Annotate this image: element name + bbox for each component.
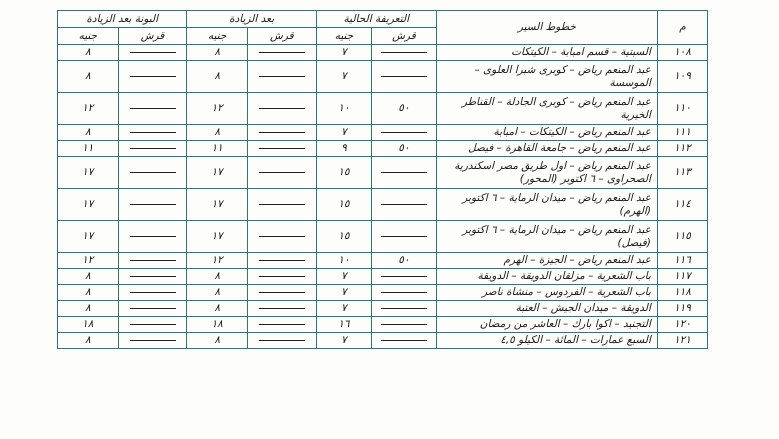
pass-pound: ٨ [58, 285, 119, 301]
empty-dash [130, 292, 176, 293]
table-row [58, 285, 708, 301]
current-pound: ٧ [316, 301, 371, 317]
row-number: ١١٧ [657, 269, 707, 285]
current-piaster [372, 125, 437, 141]
empty-dash [259, 324, 305, 325]
route-name: السبع عمارات – المائة – الكيلو ٤,٥ [436, 333, 657, 349]
after-piaster [247, 333, 316, 349]
empty-dash [259, 308, 305, 309]
pass-pound: ٨ [58, 61, 119, 93]
after-pound: ٨ [187, 285, 248, 301]
route-name: عبد المنعم رياض – جامعة القاهرة – فيصل [436, 141, 657, 157]
after-pound: ١٢ [187, 253, 248, 269]
current-piaster [372, 45, 437, 61]
current-pound: ١٦ [316, 317, 371, 333]
pass-piaster [118, 45, 187, 61]
pass-pound: ٨ [58, 269, 119, 285]
current-piaster [372, 285, 437, 301]
empty-dash [259, 148, 305, 149]
route-name: الدويقة – ميدان الجيش – العتبة [436, 301, 657, 317]
row-number: ١٢٠ [657, 317, 707, 333]
table-row [58, 93, 708, 125]
empty-dash [130, 260, 176, 261]
table-row [58, 157, 708, 189]
after-pound: ١١ [187, 141, 248, 157]
header-route: خطوط السير [436, 11, 657, 45]
pass-piaster [118, 141, 187, 157]
empty-dash [381, 324, 427, 325]
empty-dash [381, 276, 427, 277]
fare-table-sheet [57, 10, 708, 370]
after-piaster [247, 317, 316, 333]
empty-dash [259, 340, 305, 341]
empty-dash [259, 132, 305, 133]
empty-dash [381, 132, 427, 133]
current-piaster [372, 189, 437, 221]
route-name: باب الشعرية – مزلقان الدويقة – الدويقة [436, 269, 657, 285]
current-pound: ٧ [316, 125, 371, 141]
pass-piaster [118, 221, 187, 253]
current-piaster [372, 301, 437, 317]
after-piaster [247, 61, 316, 93]
subheader-pound: جنيه [316, 28, 371, 45]
table-row [58, 333, 708, 349]
after-pound: ١٧ [187, 221, 248, 253]
after-pound: ١٧ [187, 189, 248, 221]
pass-piaster [118, 125, 187, 141]
pass-piaster [118, 269, 187, 285]
pass-piaster [118, 317, 187, 333]
current-piaster: ٥٠ [372, 253, 437, 269]
pass-piaster [118, 333, 187, 349]
current-pound: ١٥ [316, 221, 371, 253]
current-piaster [372, 221, 437, 253]
current-pound: ١٥ [316, 189, 371, 221]
row-number: ١١١ [657, 125, 707, 141]
fare-table-body [58, 45, 708, 349]
table-row [58, 61, 708, 93]
empty-dash [130, 308, 176, 309]
current-pound: ١٥ [316, 157, 371, 189]
empty-dash [130, 52, 176, 53]
after-piaster [247, 301, 316, 317]
empty-dash [130, 276, 176, 277]
current-pound: ١٠ [316, 253, 371, 269]
subheader-piaster: قرش [372, 28, 437, 45]
subheader-pound: جنيه [187, 28, 248, 45]
empty-dash [130, 324, 176, 325]
pass-pound: ١٧ [58, 221, 119, 253]
after-pound: ٨ [187, 269, 248, 285]
empty-dash [259, 292, 305, 293]
row-number: ١٠٩ [657, 61, 707, 93]
empty-dash [130, 340, 176, 341]
current-piaster [372, 269, 437, 285]
fare-table [57, 10, 708, 349]
row-number: ١١٥ [657, 221, 707, 253]
after-piaster [247, 285, 316, 301]
empty-dash [381, 76, 427, 77]
current-pound: ٧ [316, 269, 371, 285]
pass-pound: ٨ [58, 333, 119, 349]
empty-dash [130, 108, 176, 109]
row-number: ١١٣ [657, 157, 707, 189]
pass-piaster [118, 61, 187, 93]
pass-piaster [118, 189, 187, 221]
empty-dash [259, 236, 305, 237]
empty-dash [259, 108, 305, 109]
row-number: ١٢١ [657, 333, 707, 349]
empty-dash [130, 132, 176, 133]
table-row [58, 317, 708, 333]
after-pound: ٨ [187, 125, 248, 141]
empty-dash [259, 204, 305, 205]
empty-dash [381, 236, 427, 237]
route-name: باب الشعرية – الفردوس – منشاة ناصر [436, 285, 657, 301]
empty-dash [381, 172, 427, 173]
current-pound: ٩ [316, 141, 371, 157]
row-number: ١١٩ [657, 301, 707, 317]
empty-dash [130, 76, 176, 77]
pass-piaster [118, 157, 187, 189]
after-pound: ٨ [187, 61, 248, 93]
table-row [58, 141, 708, 157]
empty-dash [259, 260, 305, 261]
pass-piaster [118, 285, 187, 301]
empty-dash [381, 308, 427, 309]
after-piaster [247, 221, 316, 253]
pass-pound: ١٧ [58, 189, 119, 221]
empty-dash [381, 204, 427, 205]
current-pound: ٧ [316, 45, 371, 61]
after-pound: ١٧ [187, 157, 248, 189]
current-piaster [372, 333, 437, 349]
current-pound: ٧ [316, 285, 371, 301]
pass-pound: ١١ [58, 141, 119, 157]
route-name: عبد المنعم رياض – اول طريق مصر اسكندرية الصحراوى – ٦ اكتوبر (المحور) [436, 157, 657, 189]
pass-pound: ٨ [58, 45, 119, 61]
pass-pound: ٨ [58, 125, 119, 141]
empty-dash [381, 52, 427, 53]
route-name: عبد المنعم رياض – ميدان الرماية – ٦ اكتوبر (الهرم) [436, 189, 657, 221]
table-row [58, 125, 708, 141]
pass-piaster [118, 93, 187, 125]
empty-dash [381, 340, 427, 341]
current-piaster [372, 157, 437, 189]
current-pound: ٧ [316, 61, 371, 93]
subheader-piaster: قرش [118, 28, 187, 45]
pass-pound: ١٢ [58, 93, 119, 125]
after-piaster [247, 189, 316, 221]
after-piaster [247, 93, 316, 125]
empty-dash [259, 276, 305, 277]
pass-pound: ١٧ [58, 157, 119, 189]
empty-dash [130, 204, 176, 205]
table-row [58, 253, 708, 269]
subheader-pound: جنيه [58, 28, 119, 45]
after-pound: ٨ [187, 45, 248, 61]
header-pass-after-increase: البونة بعد الزيادة [58, 11, 187, 28]
current-piaster: ٥٠ [372, 93, 437, 125]
empty-dash [381, 292, 427, 293]
after-pound: ١٨ [187, 317, 248, 333]
after-piaster [247, 141, 316, 157]
row-number: ١١٦ [657, 253, 707, 269]
pass-piaster [118, 253, 187, 269]
route-name: التجنيد – اكوا بارك – العاشر من رمضان [436, 317, 657, 333]
empty-dash [130, 172, 176, 173]
after-piaster [247, 157, 316, 189]
row-number: ١١٢ [657, 141, 707, 157]
table-row [58, 269, 708, 285]
subheader-piaster: قرش [247, 28, 316, 45]
after-piaster [247, 269, 316, 285]
after-piaster [247, 253, 316, 269]
current-piaster [372, 317, 437, 333]
route-name: عبد المنعم رياض – كوبرى الجادلة – القناطر الخيرية [436, 93, 657, 125]
empty-dash [259, 172, 305, 173]
current-pound: ١٠ [316, 93, 371, 125]
table-row [58, 221, 708, 253]
route-name: عبد المنعم رياض – الجيزة – الهرم [436, 253, 657, 269]
table-row [58, 189, 708, 221]
after-pound: ٨ [187, 333, 248, 349]
after-pound: ٨ [187, 301, 248, 317]
current-piaster [372, 61, 437, 93]
empty-dash [130, 148, 176, 149]
route-name: عبد المنعم رياض – كوبرى شبرا العلوى – الموسسة [436, 61, 657, 93]
table-row [58, 301, 708, 317]
empty-dash [259, 52, 305, 53]
after-piaster [247, 125, 316, 141]
current-piaster: ٥٠ [372, 141, 437, 157]
row-number: ١١٤ [657, 189, 707, 221]
row-number: ١١٨ [657, 285, 707, 301]
route-name: عبد المنعم رياض – الكيتكات – امبابة [436, 125, 657, 141]
after-pound: ١٢ [187, 93, 248, 125]
route-name: عبد المنعم رياض – ميدان الرماية – ٦ اكتوبر (فيصل) [436, 221, 657, 253]
route-name: السبتية – قسم امبابة – الكيتكات [436, 45, 657, 61]
pass-pound: ١٨ [58, 317, 119, 333]
empty-dash [259, 76, 305, 77]
pass-pound: ١٢ [58, 253, 119, 269]
row-number: ١١٠ [657, 93, 707, 125]
pass-pound: ٨ [58, 301, 119, 317]
header-no: م [657, 11, 707, 45]
pass-piaster [118, 301, 187, 317]
table-row [58, 45, 708, 61]
current-pound: ٧ [316, 333, 371, 349]
row-number: ١٠٨ [657, 45, 707, 61]
after-piaster [247, 45, 316, 61]
empty-dash [130, 236, 176, 237]
header-after-increase: بعد الزيادة [187, 11, 316, 28]
header-current-fare: التعريفة الحالية [316, 11, 436, 28]
